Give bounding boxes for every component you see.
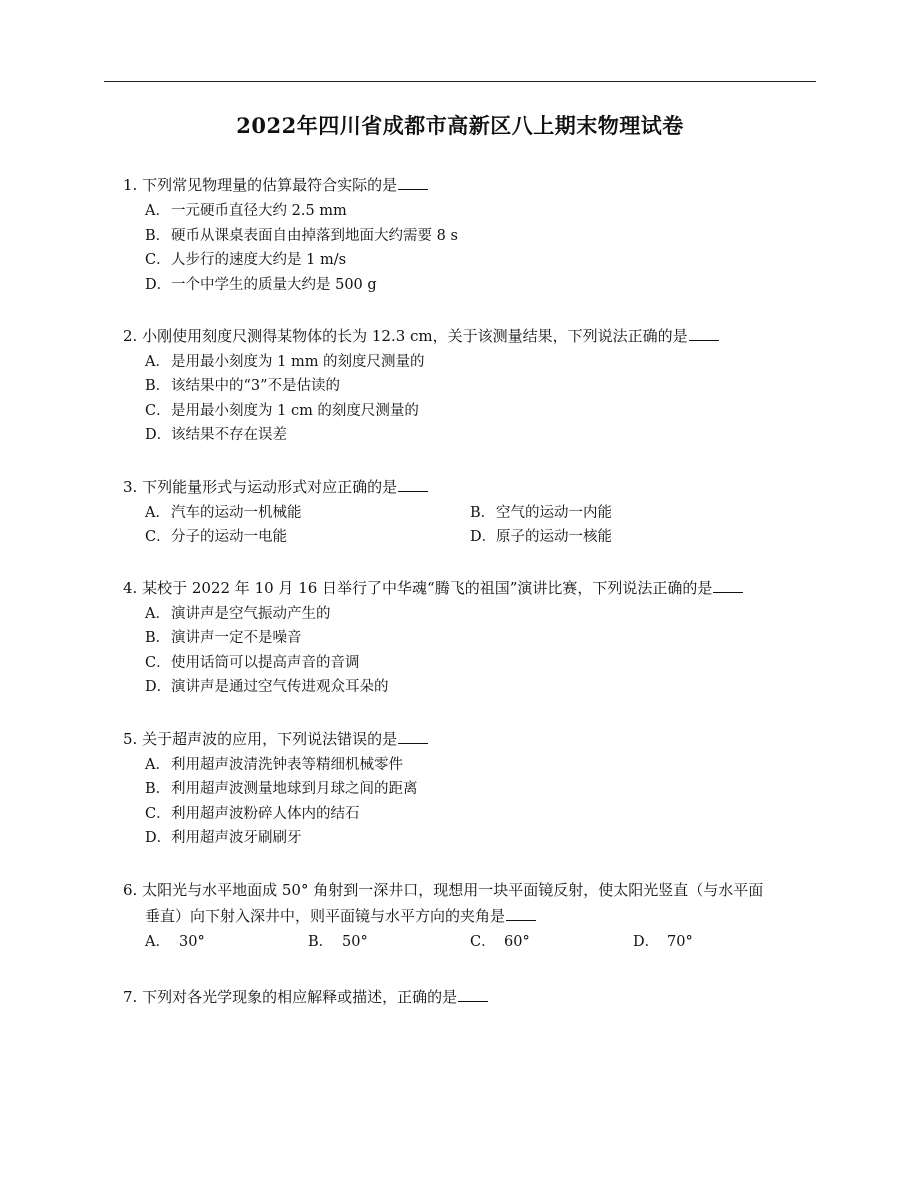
option-a — [145, 602, 331, 627]
option-d — [145, 273, 377, 298]
option-c — [145, 399, 419, 424]
page-title: 2022年四川省成都市高新区八上期末物理试卷 — [236, 113, 684, 138]
option-text: 30° — [179, 934, 205, 950]
question-stem — [123, 475, 823, 500]
question-number: 1. — [123, 176, 138, 194]
option-label: B． — [145, 228, 171, 244]
option-label: A． — [145, 934, 170, 950]
question-text: 下列对各光学现象的相应解释或描述，正确的是 — [142, 988, 458, 1006]
option-label: C． — [470, 934, 496, 950]
option-c — [145, 802, 360, 827]
option-text: 人步行的速度大约是 1 m/s — [171, 252, 347, 268]
option-label: C． — [145, 806, 171, 822]
option-text: 演讲声一定不是噪音 — [171, 630, 302, 646]
question-text: 小刚使用刻度尺测得某物体的长为 12.3 cm，关于该测量结果，下列说法正确的是 — [142, 327, 688, 345]
option-text: 分子的运动一电能 — [171, 529, 287, 545]
option-label: A． — [145, 757, 170, 773]
option-label: C． — [145, 655, 171, 671]
option-c — [145, 248, 346, 273]
option-d — [470, 525, 612, 550]
option-b — [470, 501, 612, 526]
option-a — [145, 350, 425, 375]
option-text: 70° — [667, 934, 693, 950]
question-number: 4. — [123, 579, 138, 597]
option-text: 利用超声波粉碎人体内的结石 — [171, 806, 360, 822]
option-a — [145, 753, 403, 778]
option-text: 是用最小刻度为 1 cm 的刻度尺测量的 — [171, 403, 419, 419]
option-text: 硬币从课桌表面自由掉落到地面大约需要 8 s — [171, 228, 458, 244]
option-label: B． — [308, 934, 334, 950]
option-b — [145, 374, 340, 399]
option-label: A． — [145, 203, 170, 219]
option-label: D． — [145, 277, 172, 293]
answer-blank — [398, 729, 428, 744]
option-text: 是用最小刻度为 1 mm 的刻度尺测量的 — [171, 354, 425, 370]
question-number: 5. — [123, 730, 138, 748]
option-label: C． — [145, 529, 171, 545]
option-text: 该结果中的“3”不是估读的 — [171, 378, 341, 394]
question-stem — [123, 324, 823, 349]
option-a — [145, 501, 302, 526]
option-b — [145, 777, 418, 802]
answer-blank — [398, 477, 428, 492]
question-number: 3. — [123, 478, 138, 496]
option-b — [145, 626, 302, 651]
answer-blank — [458, 987, 488, 1002]
question-stem-line-1 — [123, 878, 823, 903]
option-text: 60° — [504, 934, 530, 950]
question-text: 垂直）向下射入深井中，则平面镜与水平方向的夹角是 — [145, 907, 506, 925]
option-label: A． — [145, 354, 170, 370]
option-label: D． — [145, 679, 172, 695]
option-label: A． — [145, 505, 170, 521]
option-text: 一元硬币直径大约 2.5 mm — [171, 203, 347, 219]
option-text: 汽车的运动一机械能 — [171, 505, 302, 521]
option-label: D． — [145, 830, 172, 846]
option-a — [145, 199, 347, 224]
option-b — [145, 224, 458, 249]
question-text: 关于超声波的应用，下列说法错误的是 — [142, 730, 398, 748]
answer-blank — [713, 578, 743, 593]
option-c — [470, 930, 530, 955]
option-label: C． — [145, 403, 171, 419]
option-text: 该结果不存在误差 — [171, 427, 287, 443]
option-c — [145, 651, 360, 676]
question-stem — [123, 727, 823, 752]
option-label: C． — [145, 252, 171, 268]
question-text: 下列能量形式与运动形式对应正确的是 — [142, 478, 398, 496]
option-label: B． — [145, 378, 171, 394]
option-d — [145, 826, 302, 851]
option-text: 50° — [342, 934, 368, 950]
option-text: 空气的运动一内能 — [496, 505, 612, 521]
option-label: B． — [145, 781, 171, 797]
option-b — [308, 930, 368, 955]
option-text: 利用超声波清洗钟表等精细机械零件 — [171, 757, 403, 773]
option-d — [145, 423, 287, 448]
answer-blank — [506, 906, 536, 921]
option-label: B． — [470, 505, 496, 521]
question-number: 7. — [123, 988, 138, 1006]
option-a — [145, 930, 205, 955]
answer-blank — [398, 175, 428, 190]
option-text: 演讲声是通过空气传进观众耳朵的 — [171, 679, 389, 695]
option-d — [633, 930, 693, 955]
option-label: A． — [145, 606, 170, 622]
answer-blank — [689, 326, 719, 341]
option-text: 一个中学生的质量大约是 500 g — [171, 277, 377, 293]
option-c — [145, 525, 287, 550]
option-label: D． — [633, 934, 660, 950]
question-stem-line-2 — [145, 904, 845, 929]
question-text: 太阳光与水平地面成 50° 角射到一深井口，现想用一块平面镜反射，使太阳光竖直（与水平面 — [142, 881, 764, 899]
option-text: 利用超声波牙刷刷牙 — [171, 830, 302, 846]
option-label: D． — [470, 529, 497, 545]
option-label: B． — [145, 630, 171, 646]
question-number: 2. — [123, 327, 138, 345]
question-stem — [123, 985, 823, 1010]
option-d — [145, 675, 389, 700]
option-text: 利用超声波测量地球到月球之间的距离 — [171, 781, 418, 797]
question-stem — [123, 576, 823, 601]
header-rule — [104, 81, 816, 82]
question-number: 6. — [123, 881, 138, 899]
option-text: 原子的运动一核能 — [496, 529, 612, 545]
question-text: 某校于 2022 年 10 月 16 日举行了中华魂“腾飞的祖国”演讲比赛，下列说法正确的是 — [142, 579, 713, 597]
option-text: 演讲声是空气振动产生的 — [171, 606, 331, 622]
option-label: D． — [145, 427, 172, 443]
question-text: 下列常见物理量的估算最符合实际的是 — [142, 176, 398, 194]
question-stem — [123, 173, 823, 198]
option-text: 使用话筒可以提高声音的音调 — [171, 655, 360, 671]
